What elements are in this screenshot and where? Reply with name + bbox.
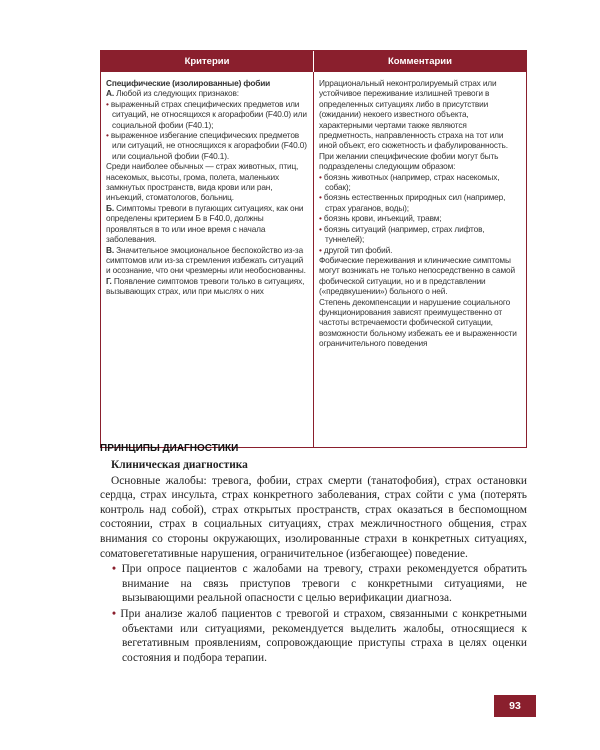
comments-column bbox=[313, 72, 526, 448]
comment-bullet-1 bbox=[319, 172, 521, 193]
comment-bullet-3-text: боязнь крови, инъекций, травм; bbox=[323, 213, 442, 224]
criterion-b-text: Симптомы тревоги в пугающих ситуациях, как они определены критерием Б в F40.0, должны проявляться в то или иное время с начала заболевания. bbox=[106, 202, 304, 245]
bullet-icon: • bbox=[319, 171, 324, 182]
bullet-icon: • bbox=[112, 607, 121, 620]
criterion-a bbox=[106, 88, 308, 98]
complaints-paragraph: Основные жалобы: тревога, фобии, страх смерти (танатофобия), страх остановки сердца, страх инсульта, страх конкретного заболевания, страх сойти с ума (потерять контроль над собой), страх открытых пространств, страх оказаться в беспомощном состоянии, страх в социальных ситуациях, страх межличностного общения, страх внимания со стороны окружающих, изолированные страхи в конкретных ситуациях, соматовегетативные нарушения, ограничительное (избегающее) поведение. bbox=[100, 474, 527, 560]
comment-bullet-3 bbox=[319, 213, 521, 223]
criterion-a-text: Любой из следующих признаков: bbox=[114, 88, 239, 99]
bullet-icon: • bbox=[106, 98, 111, 109]
criterion-v-text: Значительное эмоциональное беспокойство из-за симптомов или из-за стремления избежать ситуаций и осознание, что они чрезмерны или необоснованны. bbox=[106, 244, 306, 276]
criterion-g bbox=[106, 276, 308, 297]
criterion-a-bullet-1 bbox=[106, 99, 308, 130]
criterion-v-label: В. bbox=[106, 244, 114, 255]
criterion-a-bullet-1-text: выраженный страх специфических предметов или ситуаций, не относящихся к агорафобии (F40.0) или социальной фобии (F40.1); bbox=[110, 98, 307, 130]
comment-bullet-1-text: боязнь животных (например, страх насекомых, собак); bbox=[323, 171, 500, 193]
criterion-a-bullet-2-text: выраженное избегание специфических предметов или ситуаций, не относящихся к агорафобии (F40.0) или социальной фобии (F40.1). bbox=[110, 130, 307, 161]
table-header bbox=[101, 51, 526, 72]
comment-bullet-2 bbox=[319, 192, 521, 213]
bullet-icon: • bbox=[106, 130, 111, 141]
table-body bbox=[101, 72, 526, 448]
criterion-b-label: Б. bbox=[106, 202, 114, 213]
comment-paragraph-2: При желании специфические фобии могут быть подразделены следующим образом: bbox=[319, 150, 499, 172]
comment-paragraph-1: Иррациональный неконтролируемый страх или устойчивое переживание излишней тревоги в определенных ситуациях либо в присутствии (ожидании) некоего известного объекта, характерными чертами также являются предметность, направленность страха на тот или иной объект, его сюжетность и фабулированность. bbox=[319, 78, 508, 151]
bullet-icon: • bbox=[319, 223, 324, 234]
comment-bullet-4-text: боязнь ситуаций (например, страх лифтов, туннелей); bbox=[323, 223, 485, 245]
criteria-examples: Среди наиболее обычных — страх животных, птиц, насекомых, высоты, грома, полета, маленьких замкнутых пространств, вида крови или ран, инъекций, стоматологов, больниц. bbox=[106, 161, 299, 203]
criterion-v bbox=[106, 245, 308, 276]
header-criteria: Критерии bbox=[184, 56, 230, 67]
comment-paragraph-4: Степень декомпенсации и нарушение социального функционирования зависят преимущественно от частоты встречаемости фобической ситуации, возможности больному избежать ее и выраженности ограничительного поведения bbox=[319, 296, 517, 349]
criterion-g-label: Г. bbox=[106, 275, 112, 286]
comment-paragraph-3: Фобические переживания и клинические симптомы могут возникать не только непосредственно в самой фобической ситуации, но и в представлении («предвкушении») больного о ней. bbox=[319, 254, 515, 297]
bullet-icon: • bbox=[112, 563, 122, 576]
recommendation-2-text: При анализе жалоб пациентов с тревогой и страхом, связанными с конкретными объектами или ситуациями, рекомендуется выделить жалобы, относящиеся к вегетативным проявлениям, сопровождающие приступы страха в целях оценки состояния и подбора терапии. bbox=[120, 607, 527, 664]
criterion-a-bullet-2 bbox=[106, 130, 308, 161]
bullet-icon: • bbox=[319, 213, 324, 224]
body-text bbox=[100, 458, 527, 665]
criteria-column bbox=[101, 72, 313, 448]
criterion-g-text: Появление симптомов тревоги только в ситуациях, вызывающих страх, или при мыслях о них bbox=[106, 275, 305, 297]
comment-bullet-5 bbox=[319, 245, 521, 255]
comment-bullet-5-text: другой тип фобий. bbox=[323, 244, 393, 255]
recommendation-2 bbox=[100, 607, 527, 665]
recommendation-1-text: При опросе пациентов с жалобами на тревогу, страхи рекомендуется обратить внимание на связь приступов тревоги с конкретными ситуациями, не вызывающими реальной опасности с целью верификации диагноза. bbox=[121, 563, 527, 605]
criterion-b bbox=[106, 203, 308, 245]
bullet-icon: • bbox=[319, 192, 324, 203]
criteria-table bbox=[100, 50, 527, 448]
page-number: 93 bbox=[494, 695, 536, 717]
bullet-icon: • bbox=[319, 244, 324, 255]
criterion-a-label: А. bbox=[106, 88, 114, 99]
header-comments: Комментарии bbox=[313, 51, 526, 72]
comment-bullet-4 bbox=[319, 224, 521, 245]
section-title: ПРИНЦИПЫ ДИАГНОСТИКИ bbox=[100, 443, 239, 454]
criteria-title: Специфические (изолированные) фобии bbox=[106, 78, 271, 88]
recommendation-1 bbox=[100, 562, 527, 606]
subsection-title: Клиническая диагностика bbox=[111, 459, 248, 471]
comment-bullet-2-text: боязнь естественных природных сил (например, страх ураганов, воды); bbox=[323, 192, 506, 213]
